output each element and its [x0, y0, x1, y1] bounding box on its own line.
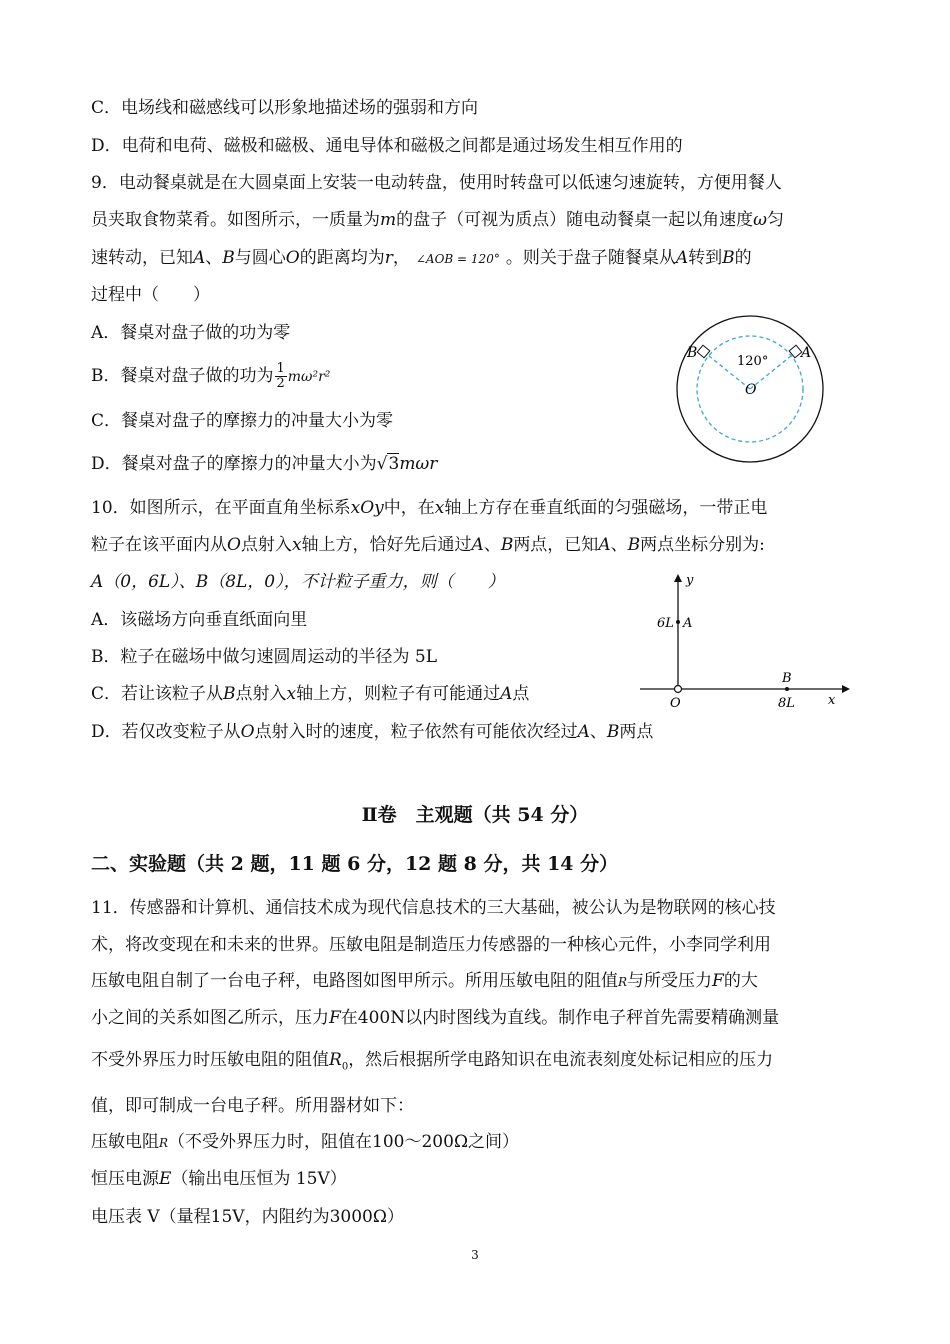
q11-line4: 小之间的关系如图乙所示，压力F在400N以内时图线为直线。制作电子秤首先需要精确测量	[91, 1008, 780, 1028]
q9-option-c: C．餐桌对盘子的摩擦力的冲量大小为零	[91, 411, 394, 431]
q11-material-3: 电压表 V（量程15V，内阻约为3000Ω）	[91, 1207, 404, 1227]
x-label: x	[828, 693, 836, 708]
fraction: $\frac{1}{2}$	[276, 361, 285, 391]
q9-stem-line2: 员夹取食物菜肴。如图所示，一质量为m的盘子（可视为质点）随电动餐桌一起以角速度ω匀	[91, 210, 784, 230]
section-heading: Ⅱ卷 主观题（共 54 分）	[361, 804, 589, 826]
label-6l: 6L	[657, 616, 674, 631]
x-axis-arrow-icon	[842, 685, 850, 693]
q11-line1: 11．传感器和计算机、通信技术成为现代信息技术的三大基础，被公认为是物联网的核心技	[91, 898, 776, 918]
q8-option-d: D．电荷和电荷、磁极和磁极、通电导体和磁极之间都是通过场发生相互作用的	[91, 136, 683, 156]
y-label: y	[686, 573, 694, 588]
label-a: A	[801, 345, 812, 361]
q10-stem-line3: A（0，6L）、B（8L，0），不计粒子重力，则（ ）	[91, 572, 505, 592]
q10-option-b: B．粒子在磁场中做匀速圆周运动的半径为 5L	[91, 647, 438, 667]
coordinate-figure	[630, 570, 850, 715]
q9-option-d: D．餐桌对盘子的摩擦力的冲量大小为√3mωr	[91, 454, 438, 474]
q11-line3: 压敏电阻自制了一台电子秤，电路图如图甲所示。所用压敏电阻的阻值R与所受压力F的大	[91, 971, 758, 991]
q11-line2: 术，将改变现在和未来的世界。压敏电阻是制造压力传感器的一种核心元件，小李同学利用	[91, 935, 771, 955]
q9-stem-line1: 9．电动餐桌就是在大圆桌面上安装一电动转盘，使用时转盘可以低速匀速旋转，方便用餐人	[91, 173, 782, 193]
q10-option-a: A．该磁场方向垂直纸面向里	[91, 610, 308, 630]
q8-option-c: C．电场线和磁感线可以形象地描述场的强弱和方向	[91, 98, 479, 118]
q9-stem-line4: 过程中（ ）	[91, 285, 210, 305]
q11-material-2: 恒压电源E（输出电压恒为 15V）	[91, 1169, 347, 1189]
y-axis-arrow-icon	[674, 574, 682, 582]
part-heading: 二、实验题（共 2 题，11 题 6 分，12 题 8 分，共 14 分）	[91, 853, 619, 875]
q11-material-1: 压敏电阻R（不受外界压力时，阻值在100～200Ω之间）	[91, 1132, 520, 1152]
q10-stem-line2: 粒子在该平面内从O点射入x轴上方，恰好先后通过A、B两点，已知A、B两点坐标分别为:	[91, 535, 765, 555]
page-number: 3	[471, 1248, 479, 1262]
label-b: B	[782, 671, 792, 686]
q9-option-b: B．餐桌对盘子做的功为 $\frac{1}{2}$ mω²r²	[91, 361, 331, 391]
q9-option-a: A．餐桌对盘子做的功为零	[91, 323, 291, 343]
point-b	[785, 687, 789, 691]
angle-label: 120°	[737, 354, 769, 369]
q10-option-c: C．若让该粒子从B点射入x轴上方，则粒子有可能通过A点	[91, 684, 530, 704]
origin-point	[675, 686, 682, 693]
q10-stem-line1: 10．如图所示，在平面直角坐标系xOy中，在x轴上方存在垂直纸面的匀强磁场，一带正电	[91, 498, 768, 518]
q11-line5: 不受外界压力时压敏电阻的阻值$R_0$，然后根据所学电路知识在电流表刻度处标记相应的压力	[91, 1050, 774, 1073]
turntable-figure	[675, 314, 825, 464]
point-a	[676, 620, 680, 624]
label-a: A	[683, 616, 693, 631]
label-b: B	[687, 345, 698, 361]
label-8l: 8L	[778, 696, 795, 711]
plate-b-marker	[697, 345, 710, 358]
q11-line6: 值，即可制成一台电子秤。所用器材如下：	[91, 1096, 414, 1116]
q10-option-d: D．若仅改变粒子从O点射入时的速度，粒子依然有可能依次经过A、B两点	[91, 722, 654, 742]
q9-stem-line3: 速转动，已知A、B与圆心O的距离均为r， ∠AOB = 120° 。则关于盘子随餐桌从A转到B的	[91, 248, 752, 268]
label-o: O	[745, 382, 757, 398]
label-o: O	[670, 696, 681, 711]
